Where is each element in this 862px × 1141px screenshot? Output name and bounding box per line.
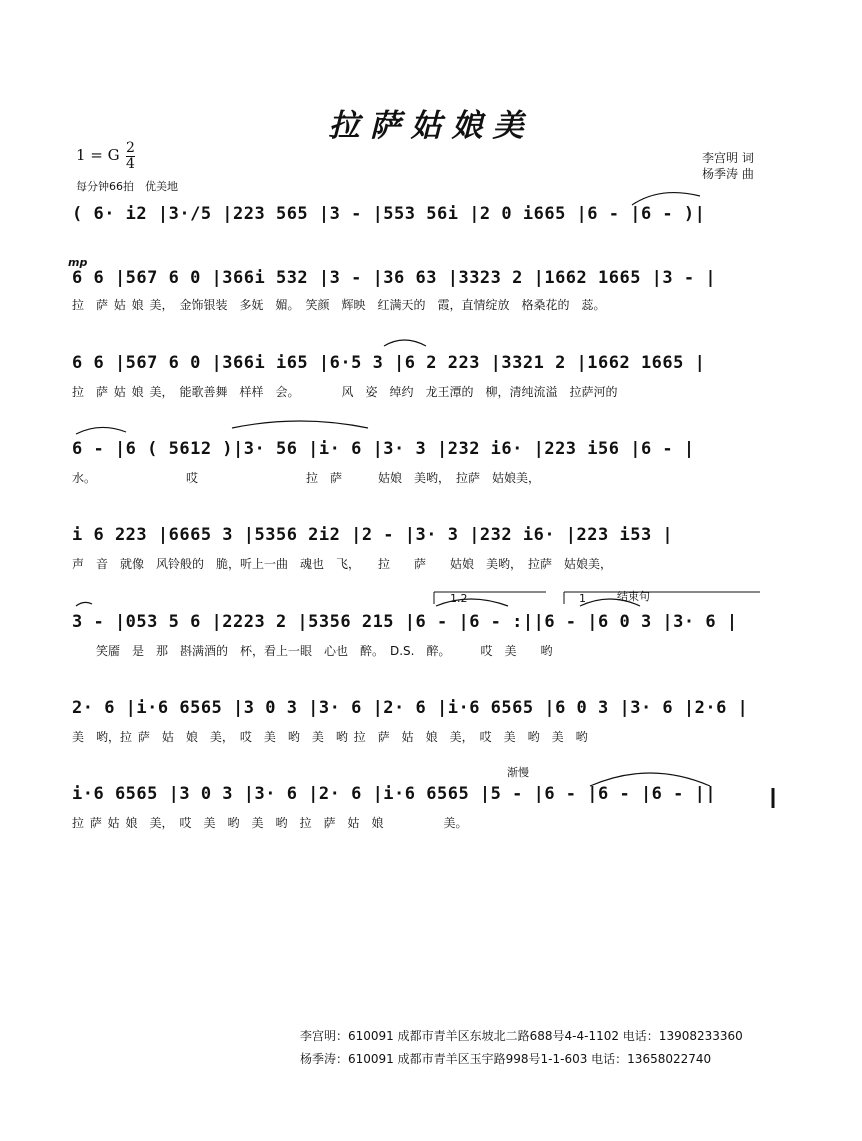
tempo-marking: 每分钟66拍 优美地 [76,180,178,193]
notation-line: 6 6 |567 6 0 |366i 532 |3 - |36 63 |3323 2 |1662 1665 |3 - | [72,268,717,288]
key-signature: 1 = G [76,146,120,164]
ritardando-mark: 渐慢 [507,766,529,779]
lyrics-line: 水。 哎 拉 萨 姑娘 美哟， 拉萨 姑娘美， [72,471,541,485]
lyrics-line: 笑靥 是 那 斟满酒的 杯，看上一眼 心也 醉。 D.S. 醉。 哎 美 哟 [72,644,553,658]
lyrics-line: 声 音 就像 风铃般的 脆，听上一曲 魂也 飞， 拉 萨 姑娘 美哟， 拉萨 姑娘美， [72,557,613,571]
notation-line: 2· 6 |i·6 6565 |3 0 3 |3· 6 |2· 6 |i·6 6565 |6 0 3 |3· 6 |2·6 | [72,698,749,718]
page-title: 拉萨姑娘美 [328,108,534,144]
composer: 杨季涛 曲 [702,167,754,181]
contact-lyricist: 李宫明：610091 成都市青羊区东坡北二路688号4-4-1102 电话：13908233360 [300,1029,743,1043]
notation-line: 6 - |6 ( 5612 )|3· 56 |i· 6 |3· 3 |232 i6· |223 i56 |6 - | [72,439,695,459]
contact-composer: 杨季涛：610091 成都市青羊区玉宇路998号1-1-603 电话：13658022740 [300,1052,712,1066]
time-sig-top: 2 [126,140,135,156]
lyricist: 李宫明 词 [702,151,754,165]
volta-1-label: 1.2 [450,592,468,605]
coda-label: 结束句 [617,590,650,603]
notation-line: ( 6· i2 |3·/5 |223 565 |3 - |553 56i |2 0 i665 |6 - |6 - )| [72,204,706,224]
notation-line: 3 - |053 5 6 |2223 2 |5356 215 |6 - |6 - :||6 - |6 0 3 |3· 6 | [72,612,738,632]
notation-line: i 6 223 |6665 3 |5356 2i2 |2 - |3· 3 |232 i6· |223 i53 | [72,525,674,545]
lyrics-line: 拉 萨 姑 娘 美， 金饰银装 多妩 媚。 笑颜 辉映 红满天的 霞，直情绽放 格桑花的 蕊。 [72,298,606,312]
lyrics-line: 拉 萨 姑 娘 美， 能歌善舞 样样 会。 风 姿 绰约 龙王潭的 柳，清纯流溢 拉萨河的 [72,385,618,399]
lyrics-line: 拉 萨 姑 娘 美， 哎 美 哟 美 哟 拉 萨 姑 娘 美。 [72,816,468,830]
time-sig-bottom: 4 [126,156,135,172]
notation-line: i·6 6565 |3 0 3 |3· 6 |2· 6 |i·6 6565 |5 - |6 - |6 - |6 - || [72,784,717,804]
volta-2-label: 1 [579,592,586,605]
lyrics-line: 美 哟，拉 萨 姑 娘 美， 哎 美 哟 美 哟 拉 萨 姑 娘 美， 哎 美 哟 美 哟 [72,730,588,744]
dynamic-mark: mp [68,256,88,269]
notation-line: 6 6 |567 6 0 |366i i65 |6·5 3 |6 2 223 |3321 2 |1662 1665 | [72,353,706,373]
